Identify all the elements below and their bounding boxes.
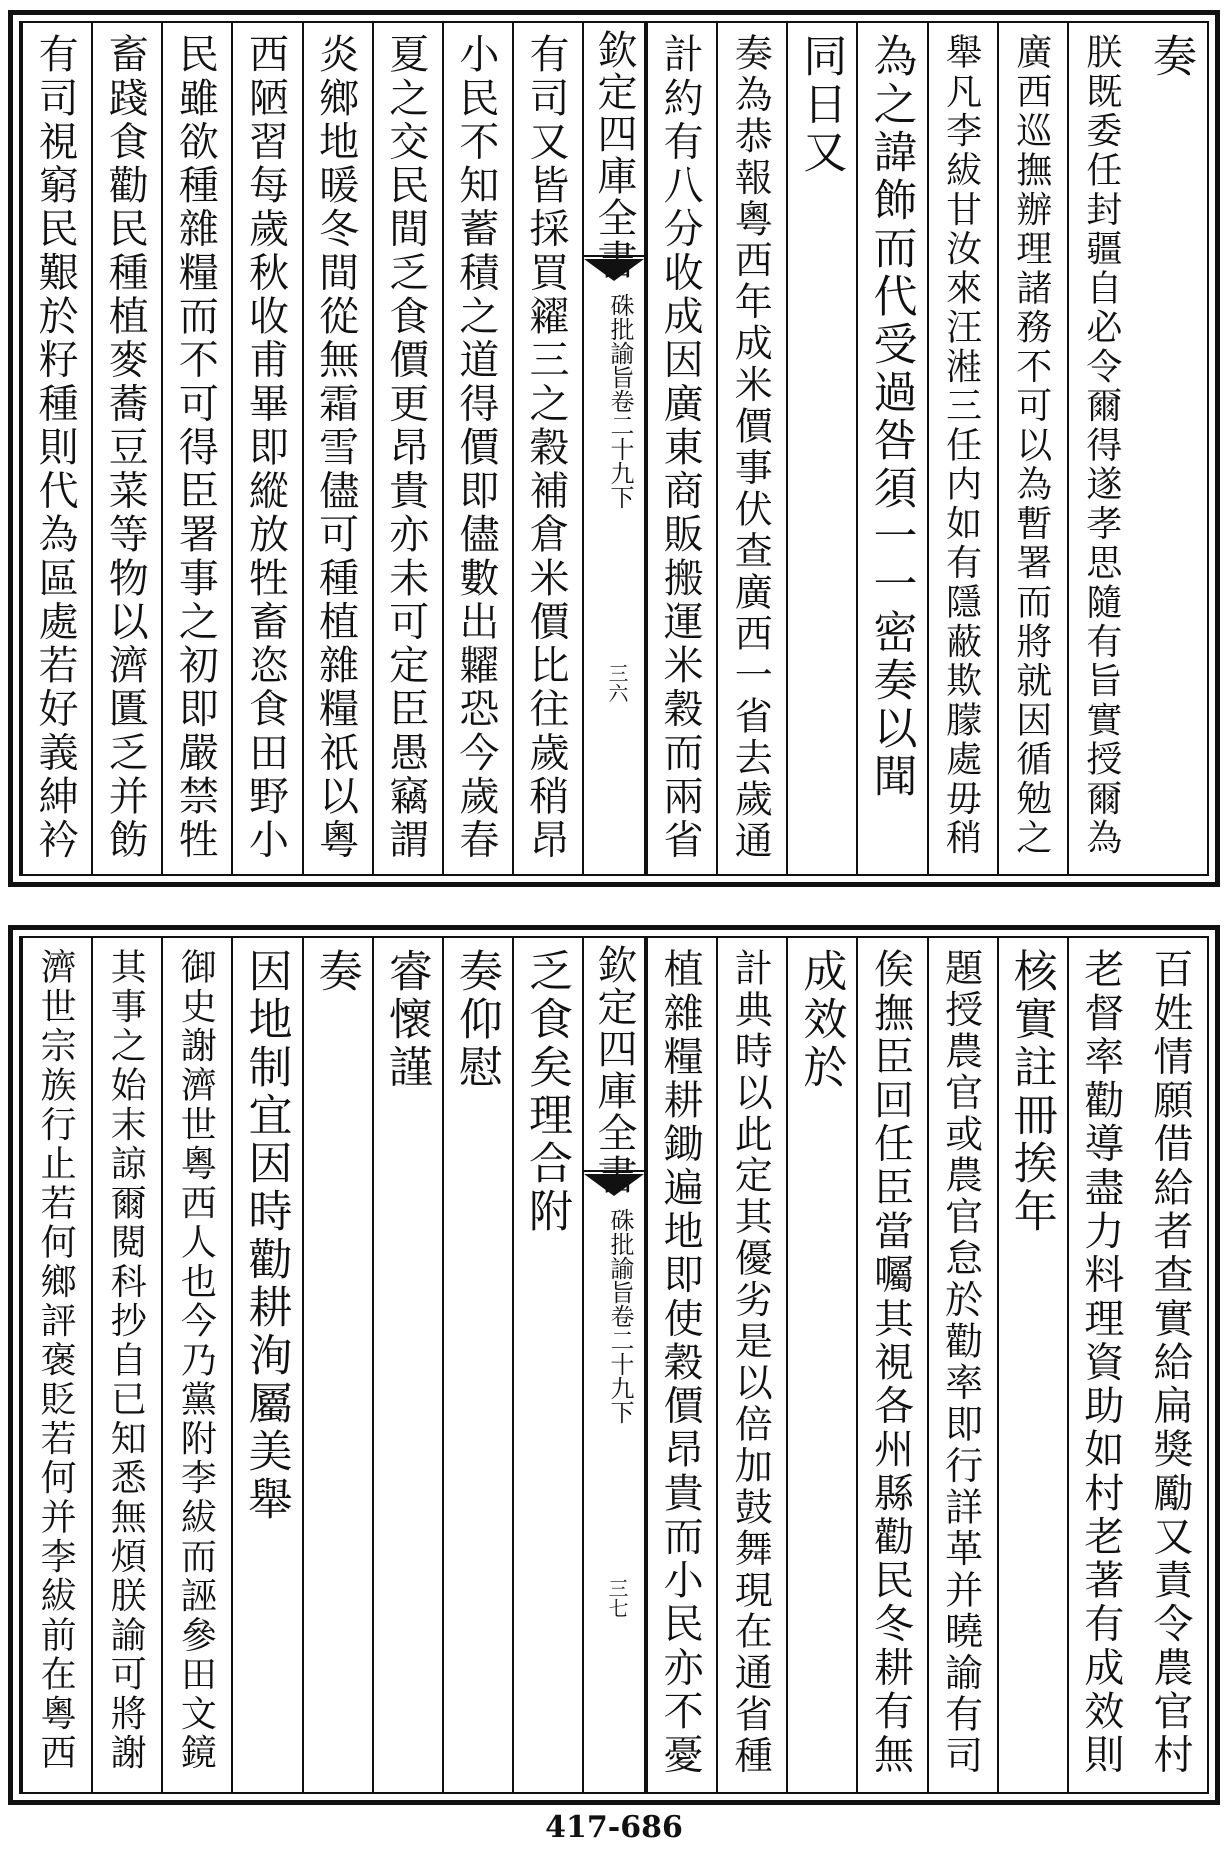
bottom-page [8,925,1220,1805]
text-column [161,938,231,1792]
text-column [21,23,91,874]
column-text: 成效於 [795,948,847,1092]
column-text: 題授農官或農官怠於勸率即行詳革并曉諭有司 [938,948,983,1778]
text-column [442,938,512,1792]
text-column [21,938,91,1792]
top-page [8,10,1220,887]
text-column [442,23,512,874]
column-text: 奏 [310,948,362,996]
top-center-header [582,23,646,874]
text-column [512,938,582,1792]
column-text: 民雖欲種雜糧而不可得臣署事之初即嚴禁牲 [172,33,219,863]
header-title: 欽定四庫全書 [591,944,637,1196]
column-text: 俟撫臣回任臣當囑其視各州縣勸民冬耕有無 [867,948,914,1778]
column-text: 西陋習每歲秋收甫畢即縱放牲畜恣食田野小 [242,33,289,863]
text-column [716,938,786,1792]
column-text: 畜踐食勸民種植麥蕎豆菜等物以濟匱乏并飭 [102,33,149,863]
text-column [1067,23,1137,874]
text-column [646,938,716,1792]
text-column [646,23,716,874]
fishtail-mark [584,1170,644,1206]
text-column [372,23,442,874]
column-text: 計典時以此定其優劣是以倍加鼓舞現在通省種 [728,948,773,1778]
text-column [856,23,926,874]
column-text: 炎鄉地暖冬間從無霜雪儘可種植雜糧祇以粵 [312,33,359,863]
column-text: 睿懷謹 [380,948,432,1092]
column-text: 奏 [1144,33,1196,81]
column-text: 御史謝濟世粵西人也今乃黨附李紱而誣參田文鏡 [175,948,217,1773]
text-column [716,23,786,874]
top-page-frame [19,21,1209,876]
text-column [91,938,161,1792]
column-text: 小民不知蓄積之道得價即儘數出糶恐今歲春 [452,33,499,863]
column-text: 有司視窮民艱於籽種則代為區處若好義紳衿 [32,33,79,863]
column-text: 百姓情願借給者查實給扁獎勵又責令農官村 [1146,948,1193,1778]
header-title: 欽定四庫全書 [591,29,637,281]
column-text: 奏仰慰 [450,948,502,1092]
bottom-center-header [582,938,646,1792]
column-text: 朕既委任封疆自必令爾得遂孝思隨有旨實授爾為 [1080,33,1122,858]
page-number: 三六 [605,663,629,703]
column-text: 夏之交民間乏食價更昂貴亦未可定臣愚竊謂 [382,33,429,863]
column-text: 乏食矣理合附 [520,948,572,1236]
text-column [231,23,301,874]
text-column [786,938,856,1792]
text-column [1067,938,1137,1792]
column-text: 為之諱飾而代受過咎須一一密奏以聞 [865,33,917,801]
text-column [856,938,926,1792]
column-text: 植雜糧耕鋤遍地即使穀價昂貴而小民亦不憂 [657,948,704,1778]
column-text: 因地制宜因時勸耕洵屬美舉 [240,948,292,1524]
text-column [1137,938,1207,1792]
page-reference-number: 417-686 [545,1810,683,1845]
text-column [302,23,372,874]
text-column [927,938,997,1792]
fishtail-mark [584,255,644,291]
column-text: 同日又 [795,33,847,177]
header-subtitle: 硃批諭旨卷二十九下 [606,293,634,509]
column-text: 有司又皆採買糴三之穀補倉米價比往歲稍昂 [522,33,569,863]
text-column [997,938,1067,1792]
column-text: 廣西巡撫辦理諸務不可以為暫署而將就因循勉之 [1010,33,1052,858]
bottom-page-frame [19,936,1209,1794]
text-column [302,938,372,1792]
column-text: 計約有八分收成因廣東商販搬運米穀而兩省 [657,33,704,863]
text-column [927,23,997,874]
text-column [786,23,856,874]
text-column [512,23,582,874]
column-text: 核實註冊挨年 [1005,948,1057,1236]
column-text: 奏為恭報粵西年成米價事伏查廣西一省去歲通 [728,33,773,863]
text-column [997,23,1067,874]
column-text: 老督率勸導盡力料理資助如村老著有成效則 [1077,948,1124,1778]
column-text: 其事之始末諒爾閱科抄自已知悉無煩朕諭可將謝 [105,948,147,1773]
text-column [91,23,161,874]
column-text: 舉凡李紱甘汝來汪溎三任内如有隱蔽欺朦處毋稍 [940,33,982,858]
header-subtitle: 硃批諭旨卷二十九下 [606,1208,634,1424]
text-column [1137,23,1207,874]
text-column [231,938,301,1792]
column-text: 濟世宗族行止若何鄉評褒貶若何并李紱前在粵西 [35,948,77,1773]
text-column [372,938,442,1792]
text-column [161,23,231,874]
page-number: 三七 [605,1578,629,1618]
